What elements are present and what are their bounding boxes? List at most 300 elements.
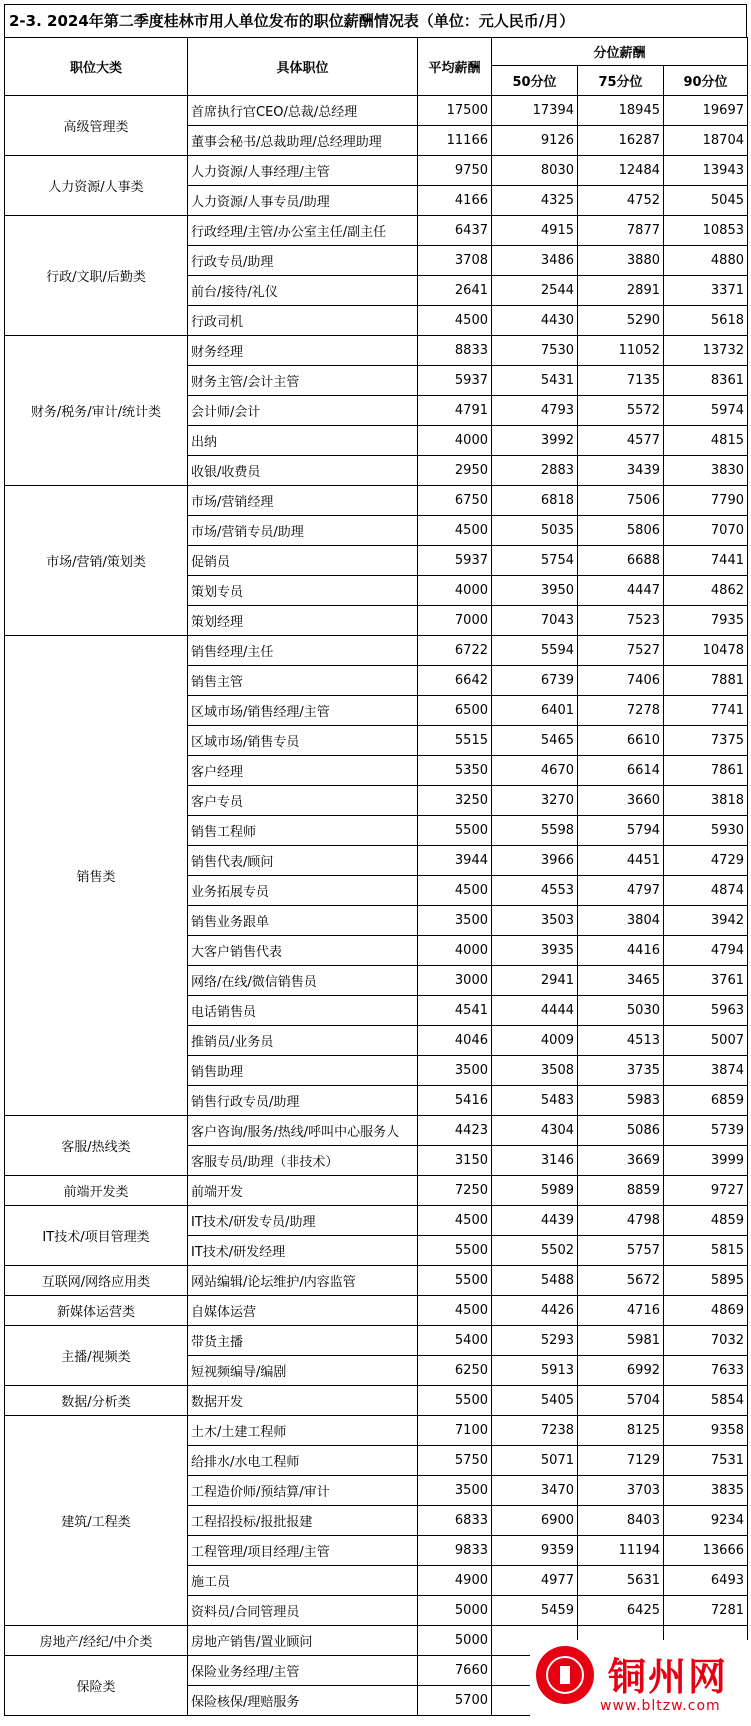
position-cell: 销售行政专员/助理 [188,1086,418,1116]
logo-seal-icon [536,1646,594,1704]
salary-table [4,37,748,1716]
p75-salary-cell: 6425 [578,1596,664,1626]
p90-salary-cell: 7070 [664,516,748,546]
p75-salary-cell: 2891 [578,276,664,306]
p50-salary-cell: 3146 [492,1146,578,1176]
position-cell: 客服专员/助理（非技术） [188,1146,418,1176]
p90-salary-cell: 7861 [664,756,748,786]
position-cell: 大客户销售代表 [188,936,418,966]
table-row [5,1176,748,1206]
p90-salary-cell: 13666 [664,1536,748,1566]
p50-salary-cell: 5913 [492,1356,578,1386]
average-salary-cell: 5416 [418,1086,492,1116]
p50-salary-cell: 4430 [492,306,578,336]
p90-salary-cell: 7375 [664,726,748,756]
position-cell: 工程管理/项目经理/主管 [188,1536,418,1566]
p50-salary-cell: 4553 [492,876,578,906]
p75-salary-cell: 3880 [578,246,664,276]
p50-salary-cell: 5035 [492,516,578,546]
p90-salary-cell: 4794 [664,936,748,966]
p90-salary-cell: 5930 [664,816,748,846]
average-salary-cell: 4500 [418,1296,492,1326]
p75-salary-cell: 4716 [578,1296,664,1326]
p90-salary-cell: 4729 [664,846,748,876]
p75-salary-cell: 5981 [578,1326,664,1356]
position-cell: 区域市场/销售经理/主管 [188,696,418,726]
position-cell: 施工员 [188,1566,418,1596]
category-cell: 高级管理类 [5,96,188,156]
table-row [5,156,748,186]
p75-salary-cell: 18945 [578,96,664,126]
category-cell: 建筑/工程类 [5,1416,188,1626]
p75-salary-cell: 4447 [578,576,664,606]
position-cell: 销售主管 [188,666,418,696]
position-cell: 数据开发 [188,1386,418,1416]
average-salary-cell: 4791 [418,396,492,426]
header-category: 职位大类 [5,38,188,96]
position-cell: 带货主播 [188,1326,418,1356]
p90-salary-cell: 9234 [664,1506,748,1536]
p90-salary-cell: 9358 [664,1416,748,1446]
p90-salary-cell: 4880 [664,246,748,276]
table-row [5,1326,748,1356]
p90-salary-cell: 10853 [664,216,748,246]
p75-salary-cell: 4513 [578,1026,664,1056]
p90-salary-cell: 6493 [664,1566,748,1596]
position-cell: 客户经理 [188,756,418,786]
p50-salary-cell: 3470 [492,1476,578,1506]
average-salary-cell: 6833 [418,1506,492,1536]
table-row [5,216,748,246]
average-salary-cell: 3000 [418,966,492,996]
category-cell: 新媒体运营类 [5,1296,188,1326]
position-cell: 网络/在线/微信销售员 [188,966,418,996]
position-cell: 市场/营销经理 [188,486,418,516]
p50-salary-cell: 5293 [492,1326,578,1356]
p50-salary-cell: 4793 [492,396,578,426]
p90-salary-cell: 3874 [664,1056,748,1086]
p75-salary-cell: 7506 [578,486,664,516]
header-p90: 90分位 [664,66,748,96]
p50-salary-cell: 7043 [492,606,578,636]
position-cell: 网站编辑/论坛维护/内容监管 [188,1266,418,1296]
table-body [5,96,748,1716]
average-salary-cell: 4000 [418,936,492,966]
position-cell: 自媒体运营 [188,1296,418,1326]
p90-salary-cell: 10478 [664,636,748,666]
p75-salary-cell: 7406 [578,666,664,696]
p90-salary-cell: 5045 [664,186,748,216]
p90-salary-cell: 6859 [664,1086,748,1116]
p50-salary-cell: 6739 [492,666,578,696]
average-salary-cell: 7000 [418,606,492,636]
position-cell: 前台/接待/礼仪 [188,276,418,306]
position-cell: 策划经理 [188,606,418,636]
p75-salary-cell: 5704 [578,1386,664,1416]
position-cell: 电话销售员 [188,996,418,1026]
table-row [5,1206,748,1236]
position-cell: 工程造价师/预结算/审计 [188,1476,418,1506]
watermark-name: 铜州网 [608,1655,729,1699]
salary-document [4,4,747,1716]
p50-salary-cell: 3950 [492,576,578,606]
position-cell: 工程招投标/报批报建 [188,1506,418,1536]
p75-salary-cell: 3439 [578,456,664,486]
position-cell: 财务主管/会计主管 [188,366,418,396]
p75-salary-cell: 5672 [578,1266,664,1296]
position-cell: 收银/收费员 [188,456,418,486]
average-salary-cell: 7100 [418,1416,492,1446]
document-title: 2-3. 2024年第二季度桂林市用人单位发布的职位薪酬情况表（单位：元人民币/月） [4,4,747,37]
position-cell: 资料员/合同管理员 [188,1596,418,1626]
p75-salary-cell: 7527 [578,636,664,666]
p50-salary-cell: 17394 [492,96,578,126]
p90-salary-cell: 8361 [664,366,748,396]
p90-salary-cell: 9727 [664,1176,748,1206]
average-salary-cell: 6437 [418,216,492,246]
p75-salary-cell: 8403 [578,1506,664,1536]
average-salary-cell: 5937 [418,366,492,396]
category-cell: 数据/分析类 [5,1386,188,1416]
average-salary-cell: 5700 [418,1686,492,1716]
p90-salary-cell: 4815 [664,426,748,456]
p75-salary-cell: 8859 [578,1176,664,1206]
p75-salary-cell: 7278 [578,696,664,726]
p50-salary-cell: 7238 [492,1416,578,1446]
average-salary-cell: 4000 [418,576,492,606]
table-header [5,38,748,96]
p75-salary-cell: 5572 [578,396,664,426]
average-salary-cell: 4500 [418,876,492,906]
p50-salary-cell: 8030 [492,156,578,186]
average-salary-cell: 7250 [418,1176,492,1206]
position-cell: 策划专员 [188,576,418,606]
table-row [5,1116,748,1146]
p90-salary-cell: 7741 [664,696,748,726]
p50-salary-cell: 5488 [492,1266,578,1296]
category-cell: 人力资源/人事类 [5,156,188,216]
p75-salary-cell: 5757 [578,1236,664,1266]
p50-salary-cell: 4426 [492,1296,578,1326]
p90-salary-cell: 4859 [664,1206,748,1236]
p90-salary-cell: 5007 [664,1026,748,1056]
p50-salary-cell: 5483 [492,1086,578,1116]
p90-salary-cell: 3999 [664,1146,748,1176]
position-cell: 客户专员 [188,786,418,816]
p75-salary-cell: 4451 [578,846,664,876]
position-cell: 房地产销售/置业顾问 [188,1626,418,1656]
position-cell: 客户咨询/服务/热线/呼叫中心服务人 [188,1116,418,1146]
average-salary-cell: 4166 [418,186,492,216]
position-cell: IT技术/研发专员/助理 [188,1206,418,1236]
position-cell: 保险核保/理赔服务 [188,1686,418,1716]
p50-salary-cell: 5431 [492,366,578,396]
average-salary-cell: 5400 [418,1326,492,1356]
p50-salary-cell: 5465 [492,726,578,756]
p50-salary-cell: 3508 [492,1056,578,1086]
p75-salary-cell: 5631 [578,1566,664,1596]
position-cell: 人力资源/人事经理/主管 [188,156,418,186]
header-position: 具体职位 [188,38,418,96]
p90-salary-cell: 7790 [664,486,748,516]
table-row [5,96,748,126]
p75-salary-cell: 4416 [578,936,664,966]
average-salary-cell: 3500 [418,1056,492,1086]
table-row [5,1416,748,1446]
table-row [5,1296,748,1326]
position-cell: 行政司机 [188,306,418,336]
p50-salary-cell: 3486 [492,246,578,276]
average-salary-cell: 4046 [418,1026,492,1056]
p50-salary-cell: 5405 [492,1386,578,1416]
position-cell: 给排水/水电工程师 [188,1446,418,1476]
category-cell: 前端开发类 [5,1176,188,1206]
watermark-url: www.bltzw.com [600,1698,721,1714]
position-cell: 销售助理 [188,1056,418,1086]
average-salary-cell: 5000 [418,1626,492,1656]
p90-salary-cell: 7032 [664,1326,748,1356]
p75-salary-cell: 11052 [578,336,664,366]
average-salary-cell: 3944 [418,846,492,876]
category-cell: 主播/视频类 [5,1326,188,1386]
average-salary-cell: 11166 [418,126,492,156]
average-salary-cell: 5500 [418,1236,492,1266]
p75-salary-cell: 5290 [578,306,664,336]
average-salary-cell: 2950 [418,456,492,486]
average-salary-cell: 6250 [418,1356,492,1386]
category-cell: 保险类 [5,1656,188,1716]
average-salary-cell: 4541 [418,996,492,1026]
p90-salary-cell: 18704 [664,126,748,156]
p90-salary-cell: 13732 [664,336,748,366]
average-salary-cell: 3708 [418,246,492,276]
average-salary-cell: 5515 [418,726,492,756]
p90-salary-cell: 19697 [664,96,748,126]
p50-salary-cell: 3992 [492,426,578,456]
p50-salary-cell: 2544 [492,276,578,306]
p75-salary-cell: 5086 [578,1116,664,1146]
p50-salary-cell: 2883 [492,456,578,486]
p50-salary-cell: 5459 [492,1596,578,1626]
average-salary-cell: 7660 [418,1656,492,1686]
p50-salary-cell: 2941 [492,966,578,996]
average-salary-cell: 2641 [418,276,492,306]
p90-salary-cell: 13943 [664,156,748,186]
p75-salary-cell: 6610 [578,726,664,756]
p90-salary-cell: 4869 [664,1296,748,1326]
average-salary-cell: 5937 [418,546,492,576]
p90-salary-cell: 7441 [664,546,748,576]
average-salary-cell: 5500 [418,1266,492,1296]
p75-salary-cell: 7523 [578,606,664,636]
p90-salary-cell: 3818 [664,786,748,816]
average-salary-cell: 6642 [418,666,492,696]
position-cell: 财务经理 [188,336,418,366]
p50-salary-cell: 9126 [492,126,578,156]
p90-salary-cell: 7935 [664,606,748,636]
p50-salary-cell: 4325 [492,186,578,216]
category-cell: 互联网/网络应用类 [5,1266,188,1296]
p50-salary-cell: 3966 [492,846,578,876]
p50-salary-cell: 6401 [492,696,578,726]
p90-salary-cell: 5815 [664,1236,748,1266]
average-salary-cell: 3500 [418,906,492,936]
position-cell: 行政专员/助理 [188,246,418,276]
p75-salary-cell: 5794 [578,816,664,846]
p90-salary-cell: 4862 [664,576,748,606]
average-salary-cell: 3150 [418,1146,492,1176]
p50-salary-cell: 4444 [492,996,578,1026]
position-cell: 董事会秘书/总裁助理/总经理助理 [188,126,418,156]
position-cell: 前端开发 [188,1176,418,1206]
average-salary-cell: 17500 [418,96,492,126]
p90-salary-cell: 7881 [664,666,748,696]
p90-salary-cell: 7531 [664,1446,748,1476]
average-salary-cell: 4500 [418,516,492,546]
p75-salary-cell: 12484 [578,156,664,186]
average-salary-cell: 4000 [418,426,492,456]
position-cell: 市场/营销专员/助理 [188,516,418,546]
average-salary-cell: 5500 [418,816,492,846]
average-salary-cell: 5500 [418,1386,492,1416]
p50-salary-cell: 5989 [492,1176,578,1206]
category-cell: IT技术/项目管理类 [5,1206,188,1266]
p50-salary-cell: 5754 [492,546,578,576]
table-row [5,1386,748,1416]
header-p75: 75分位 [578,66,664,96]
p90-salary-cell: 3830 [664,456,748,486]
p50-salary-cell: 6818 [492,486,578,516]
position-cell: 首席执行官CEO/总裁/总经理 [188,96,418,126]
p90-salary-cell: 3835 [664,1476,748,1506]
p50-salary-cell: 4670 [492,756,578,786]
p75-salary-cell: 3735 [578,1056,664,1086]
position-cell: 销售代表/顾问 [188,846,418,876]
average-salary-cell: 5750 [418,1446,492,1476]
p75-salary-cell: 7135 [578,366,664,396]
position-cell: 保险业务经理/主管 [188,1656,418,1686]
header-percentile-salary: 分位薪酬 [492,38,748,66]
p50-salary-cell: 3270 [492,786,578,816]
p75-salary-cell: 3703 [578,1476,664,1506]
p75-salary-cell: 7129 [578,1446,664,1476]
average-salary-cell: 4500 [418,306,492,336]
table-row [5,486,748,516]
p75-salary-cell: 3669 [578,1146,664,1176]
p50-salary-cell: 9359 [492,1536,578,1566]
category-cell: 行政/文职/后勤类 [5,216,188,336]
table-row [5,1266,748,1296]
position-cell: 行政经理/主管/办公室主任/副主任 [188,216,418,246]
p75-salary-cell: 4752 [578,186,664,216]
category-cell: 销售类 [5,636,188,1116]
category-cell: 市场/营销/策划类 [5,486,188,636]
p90-salary-cell: 3371 [664,276,748,306]
p50-salary-cell: 5071 [492,1446,578,1476]
p75-salary-cell: 3660 [578,786,664,816]
position-cell: 促销员 [188,546,418,576]
category-cell: 房地产/经纪/中介类 [5,1626,188,1656]
header-average-salary: 平均薪酬 [418,38,492,96]
position-cell: IT技术/研发经理 [188,1236,418,1266]
p75-salary-cell: 5983 [578,1086,664,1116]
position-cell: 销售工程师 [188,816,418,846]
position-cell: 销售业务跟单 [188,906,418,936]
p50-salary-cell: 3503 [492,906,578,936]
position-cell: 出纳 [188,426,418,456]
p50-salary-cell: 4977 [492,1566,578,1596]
p90-salary-cell: 5895 [664,1266,748,1296]
p50-salary-cell: 4304 [492,1116,578,1146]
p90-salary-cell: 5854 [664,1386,748,1416]
table-row [5,336,748,366]
p90-salary-cell: 5974 [664,396,748,426]
p75-salary-cell: 4798 [578,1206,664,1236]
average-salary-cell: 3500 [418,1476,492,1506]
p90-salary-cell: 7281 [664,1596,748,1626]
average-salary-cell: 4500 [418,1206,492,1236]
average-salary-cell: 3250 [418,786,492,816]
average-salary-cell: 9833 [418,1536,492,1566]
position-cell: 业务拓展专员 [188,876,418,906]
p50-salary-cell: 5594 [492,636,578,666]
p75-salary-cell: 16287 [578,126,664,156]
position-cell: 会计师/会计 [188,396,418,426]
p90-salary-cell: 3761 [664,966,748,996]
p90-salary-cell: 5618 [664,306,748,336]
average-salary-cell: 4423 [418,1116,492,1146]
position-cell: 销售经理/主任 [188,636,418,666]
p50-salary-cell: 6900 [492,1506,578,1536]
table-row [5,636,748,666]
p90-salary-cell: 7633 [664,1356,748,1386]
p50-salary-cell: 4439 [492,1206,578,1236]
position-cell: 土木/土建工程师 [188,1416,418,1446]
p50-salary-cell: 3935 [492,936,578,966]
p75-salary-cell: 5030 [578,996,664,1026]
position-cell: 推销员/业务员 [188,1026,418,1056]
p75-salary-cell: 6992 [578,1356,664,1386]
p75-salary-cell: 6688 [578,546,664,576]
p75-salary-cell: 5806 [578,516,664,546]
p50-salary-cell: 5502 [492,1236,578,1266]
p75-salary-cell: 4797 [578,876,664,906]
p50-salary-cell: 4915 [492,216,578,246]
category-cell: 财务/税务/审计/统计类 [5,336,188,486]
average-salary-cell: 8833 [418,336,492,366]
header-p50: 50分位 [492,66,578,96]
position-cell: 短视频编导/编剧 [188,1356,418,1386]
p90-salary-cell: 5739 [664,1116,748,1146]
average-salary-cell: 6750 [418,486,492,516]
average-salary-cell: 5350 [418,756,492,786]
p90-salary-cell: 3942 [664,906,748,936]
p50-salary-cell: 4009 [492,1026,578,1056]
p75-salary-cell: 3804 [578,906,664,936]
p75-salary-cell: 6614 [578,756,664,786]
p50-salary-cell: 5598 [492,816,578,846]
p75-salary-cell: 11194 [578,1536,664,1566]
average-salary-cell: 6500 [418,696,492,726]
average-salary-cell: 6722 [418,636,492,666]
category-cell: 客服/热线类 [5,1116,188,1176]
p90-salary-cell: 4874 [664,876,748,906]
average-salary-cell: 5000 [418,1596,492,1626]
average-salary-cell: 9750 [418,156,492,186]
site-watermark [530,1640,748,1726]
p75-salary-cell: 4577 [578,426,664,456]
average-salary-cell: 4900 [418,1566,492,1596]
